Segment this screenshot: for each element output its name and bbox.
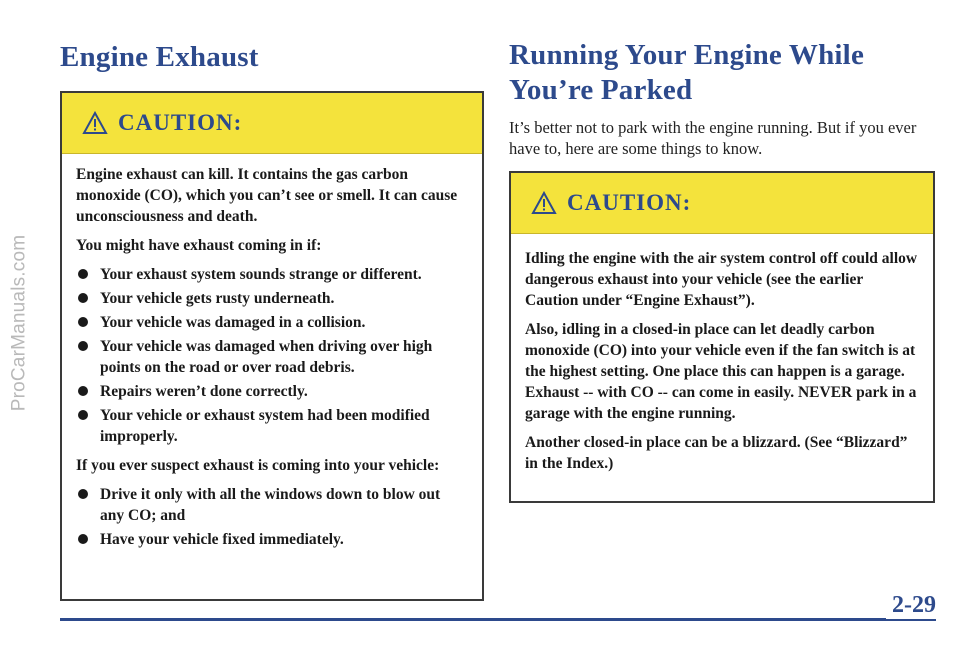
caution-body: [511, 234, 933, 474]
list-item: Your vehicle was damaged in a collision.: [76, 312, 468, 333]
caution-paragraph: You might have exhaust coming in if:: [76, 237, 322, 254]
list-item: Your vehicle gets rusty underneath.: [76, 288, 468, 309]
watermark-text: ProCarManuals.com: [8, 234, 30, 412]
caution-paragraph: Engine exhaust can kill. It contains the gas carbon monoxide (CO), which you can’t see or smell. It can cause unconsciousness and death.: [76, 166, 458, 225]
bullet-icon: [78, 386, 88, 396]
right-column: [509, 0, 937, 503]
bullet-icon: [78, 269, 88, 279]
section-heading-running-engine-parked: Running Your Engine While You’re Parked: [509, 39, 865, 106]
caution-title: CAUTION:: [567, 190, 692, 215]
list-item: Your vehicle or exhaust system had been modified improperly.: [76, 405, 468, 447]
left-column: [60, 0, 484, 601]
list-item: Repairs weren’t done correctly.: [76, 381, 468, 402]
list-item: Your vehicle was damaged when driving over high points on the road or over road debris.: [76, 336, 468, 378]
warning-triangle-icon: [82, 111, 108, 135]
caution-body: [62, 154, 482, 550]
caution-paragraph: Also, idling in a closed-in place can let deadly carbon monoxide (CO) into your vehicle even if the fan switch is at the highest setting. One place this can happen is a garage. Exhaust -- with CO -- can come in easily. NEVER park in a garage with the engine running.: [525, 321, 917, 422]
list-item: Drive it only with all the windows down to blow out any CO; and: [76, 484, 468, 526]
section-heading-engine-exhaust: Engine Exhaust: [60, 41, 259, 73]
caution-box-engine-exhaust: [60, 91, 484, 601]
bullet-list: [76, 484, 468, 550]
caution-paragraph: If you ever suspect exhaust is coming into your vehicle:: [76, 457, 440, 474]
caution-paragraph: Another closed-in place can be a blizzard. (See “Blizzard” in the Index.): [525, 434, 908, 472]
caution-banner: [62, 93, 482, 154]
intro-paragraph: It’s better not to park with the engine running. But if you ever have to, here are some things to know.: [509, 118, 917, 158]
bullet-list: [76, 264, 468, 447]
caution-paragraph: Idling the engine with the air system control off could allow dangerous exhaust into your vehicle (see the earlier Caution under “Engine Exhaust”).: [525, 250, 918, 309]
bullet-icon: [78, 317, 88, 327]
bullet-icon: [78, 489, 88, 499]
list-item: Your exhaust system sounds strange or different.: [76, 264, 468, 285]
caution-title: CAUTION:: [118, 110, 243, 135]
page-number: 2-29: [886, 592, 936, 619]
list-item: Have your vehicle fixed immediately.: [76, 529, 468, 550]
warning-triangle-icon: [531, 191, 557, 215]
caution-banner: [511, 173, 933, 234]
bullet-icon: [78, 341, 88, 351]
bullet-icon: [78, 534, 88, 544]
bullet-icon: [78, 293, 88, 303]
caution-box-idling: [509, 171, 935, 503]
bullet-icon: [78, 410, 88, 420]
site-watermark: [2, 0, 36, 646]
footer-rule: [60, 618, 936, 621]
